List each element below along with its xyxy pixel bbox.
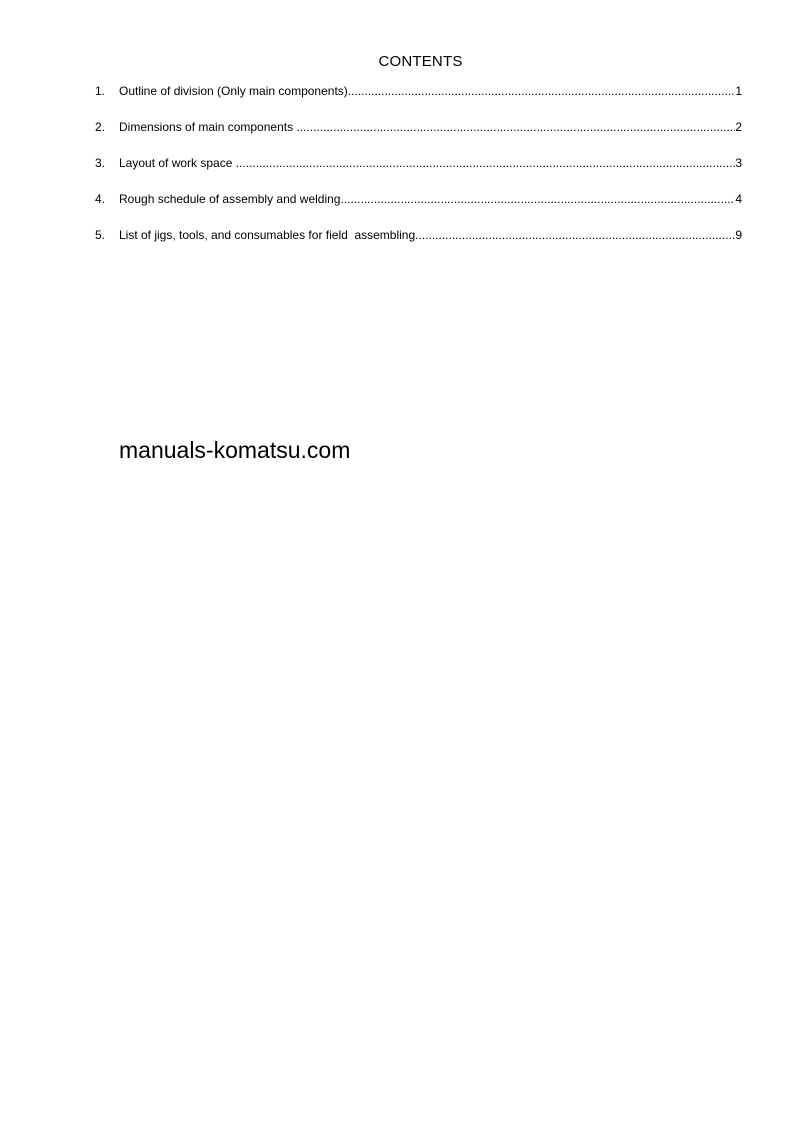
toc-entry-page: 9 bbox=[735, 228, 742, 242]
toc-entry-label: List of jigs, tools, and consumables for field assembling bbox=[119, 228, 416, 242]
toc-dot-leader bbox=[296, 118, 735, 136]
toc-entry-3[interactable] bbox=[95, 154, 742, 190]
toc-entry-number: 4. bbox=[95, 192, 106, 206]
table-of-contents bbox=[95, 82, 742, 262]
page-title: CONTENTS bbox=[378, 53, 463, 70]
toc-entry-page: 4 bbox=[735, 192, 742, 206]
toc-dot-leader bbox=[340, 190, 735, 208]
toc-entry-label: Dimensions of main components bbox=[119, 120, 297, 134]
toc-entry-page: 1 bbox=[735, 84, 742, 98]
toc-dot-leader bbox=[348, 82, 736, 100]
toc-entry-4[interactable] bbox=[95, 190, 742, 226]
toc-entry-label: Rough schedule of assembly and welding bbox=[119, 192, 341, 206]
toc-dot-leader bbox=[415, 226, 735, 244]
toc-entry-label: Layout of work space bbox=[119, 156, 236, 170]
toc-entry-number: 1. bbox=[95, 84, 106, 98]
toc-entry-number: 2. bbox=[95, 120, 106, 134]
toc-entry-label: Outline of division (Only main components) bbox=[119, 84, 348, 98]
toc-entry-1[interactable] bbox=[95, 82, 742, 118]
watermark-text: manuals-komatsu.com bbox=[119, 437, 351, 463]
toc-entry-number: 3. bbox=[95, 156, 106, 170]
toc-entry-5[interactable] bbox=[95, 226, 742, 262]
toc-dot-leader bbox=[236, 154, 736, 172]
toc-entry-page: 3 bbox=[735, 156, 742, 170]
toc-entry-2[interactable] bbox=[95, 118, 742, 154]
toc-entry-number: 5. bbox=[95, 228, 106, 242]
toc-entry-page: 2 bbox=[735, 120, 742, 134]
